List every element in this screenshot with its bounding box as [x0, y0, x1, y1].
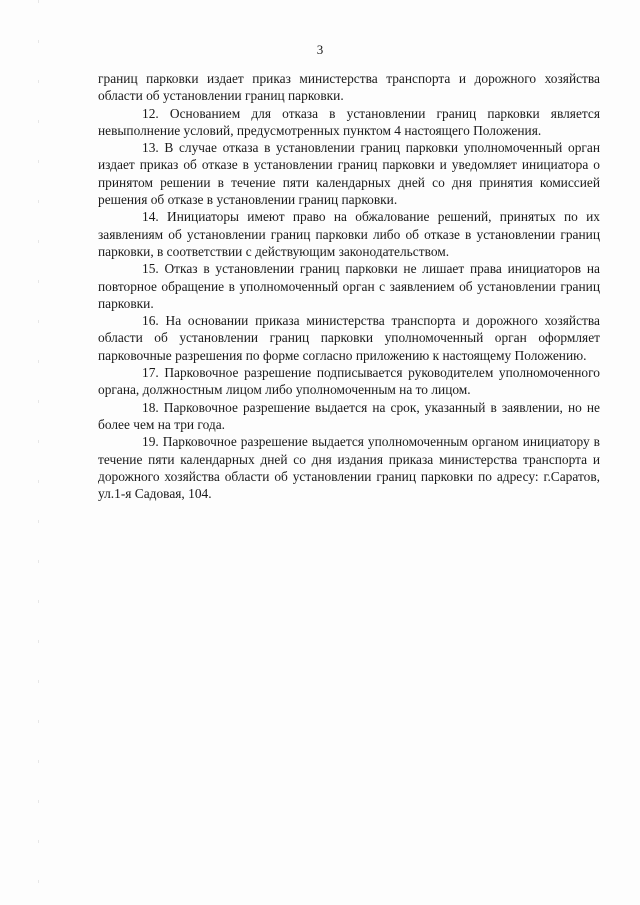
paragraph-13: 13. В случае отказа в установлении границ парковки уполномоченный орган издает приказ об отказе в установлении границ парковки и уведомляет инициатора о принятом решении в течение пяти календарных дней со дня принятия комиссией решения об отказе в установлении границ парковки.	[98, 140, 600, 208]
paragraph-12: 12. Основанием для отказа в установлении границ парковки является невыполнение условий, предусмотренных пунктом 4 настоящего Положения.	[98, 105, 600, 138]
paragraph-18: 18. Парковочное разрешение выдается на срок, указанный в заявлении, но не более чем на три года.	[98, 399, 600, 432]
scan-edge-artifact	[38, 0, 39, 905]
paragraph-continuation: границ парковки издает приказ министерства транспорта и дорожного хозяйства области об установлении границ парковки.	[98, 71, 600, 104]
document-body	[98, 70, 600, 502]
paragraph-19: 19. Парковочное разрешение выдается уполномоченным органом инициатору в течение пяти календарных дней со дня издания приказа министерства транспорта и дорожного хозяйства области об установлении границ парковки по адресу: г.Саратов, ул.1-я Садовая, 104.	[98, 434, 600, 502]
paragraph-15: 15. Отказ в установлении границ парковки не лишает права инициаторов на повторное обращение в уполномоченный орган с заявлением об установлении границ парковки.	[98, 261, 600, 311]
paragraph-17: 17. Парковочное разрешение подписывается руководителем уполномоченного органа, должностным лицом либо уполномоченным на то лицом.	[98, 365, 600, 398]
paragraph-14: 14. Инициаторы имеют право на обжалование решений, принятых по их заявлениям об установлении границ парковки либо об отказе в установлении границ парковки, в соответствии с действующим законодательством.	[98, 209, 600, 259]
page-number: 3	[316, 42, 324, 57]
paragraph-16: 16. На основании приказа министерства транспорта и дорожного хозяйства области об установлении границ парковки уполномоченный орган оформляет парковочные разрешения по форме согласно приложению к настоящему Положению.	[98, 313, 600, 363]
